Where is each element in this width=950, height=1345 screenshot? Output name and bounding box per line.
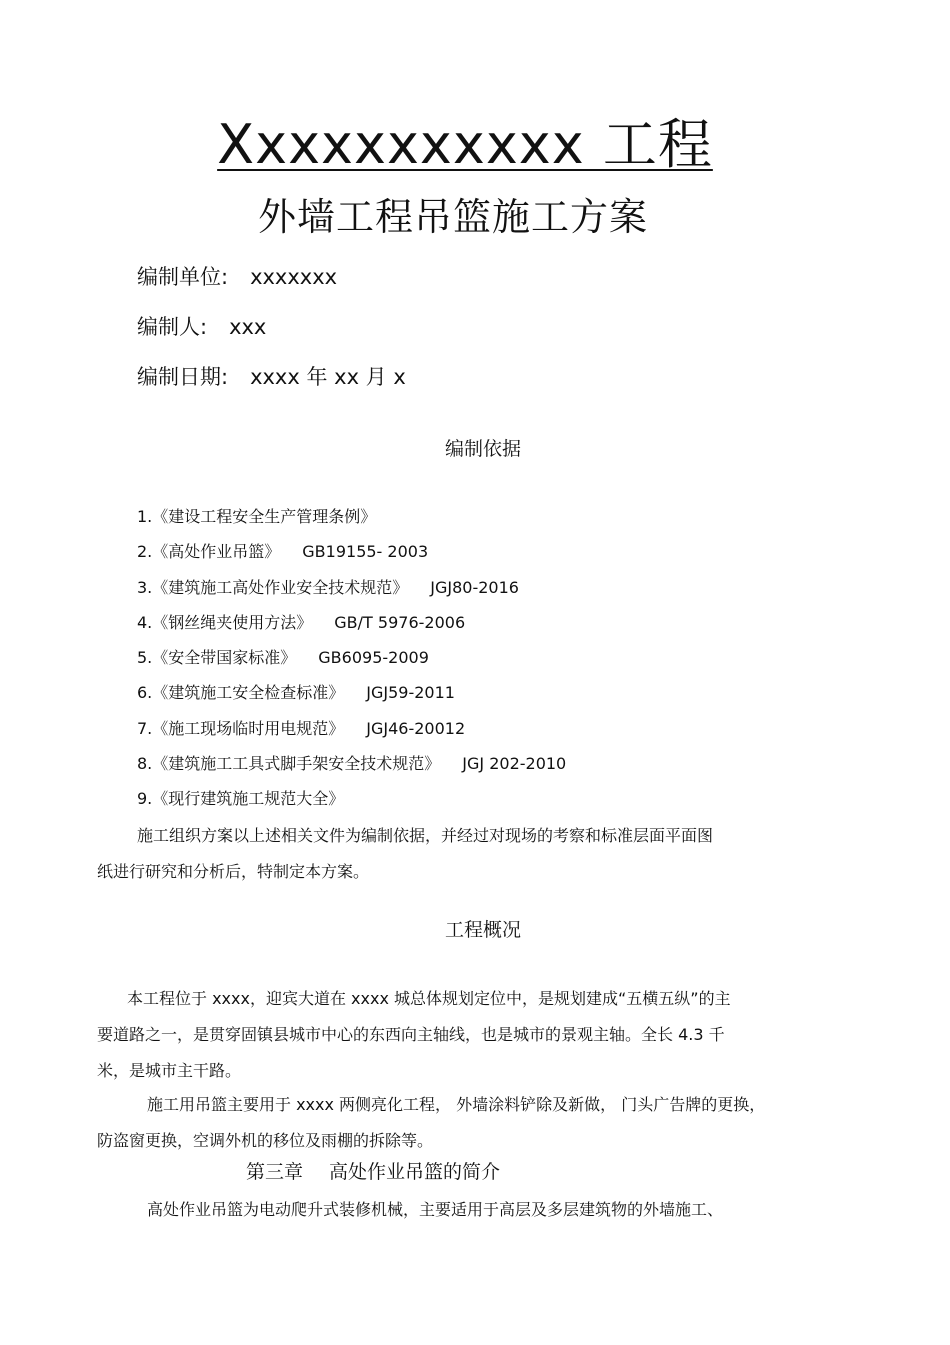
overview-paragraph-1 bbox=[97, 981, 842, 1089]
basis-item-title: 3.《建筑施工高处作业安全技术规范》 bbox=[137, 577, 409, 597]
basis-item bbox=[137, 716, 566, 751]
basis-item-title: 7.《施工现场临时用电规范》 bbox=[137, 718, 345, 738]
basis-item bbox=[137, 751, 566, 786]
basis-list bbox=[137, 504, 566, 822]
meta-author-label: 编制人: bbox=[137, 315, 208, 339]
basis-item bbox=[137, 539, 566, 574]
basis-item-title: 9.《现行建筑施工规范大全》 bbox=[137, 789, 345, 809]
chapter-3-paragraph bbox=[147, 1192, 887, 1228]
chapter-number: 第三章 bbox=[246, 1161, 304, 1183]
meta-unit bbox=[137, 262, 337, 292]
meta-unit-label: 编制单位: bbox=[137, 265, 229, 289]
overview-line: 要道路之一，是贯穿固镇县城市中心的东西向主轴线，也是城市的景观主轴。全长 4.3 千 bbox=[97, 1025, 725, 1044]
chapter-3-line: 高处作业吊篮为电动爬升式装修机械，主要适用于高层及多层建筑物的外墙施工、 bbox=[147, 1200, 724, 1219]
basis-item bbox=[137, 504, 566, 539]
basis-item-title: 4.《钢丝绳夹使用方法》 bbox=[137, 612, 313, 632]
basis-item-title: 2.《高处作业吊篮》 bbox=[137, 542, 281, 562]
chapter-title: 高处作业吊篮的简介 bbox=[329, 1161, 501, 1183]
overview-line: 防盗窗更换，空调外机的移位及雨棚的拆除等。 bbox=[97, 1131, 434, 1150]
basis-heading: 编制依据 bbox=[444, 438, 521, 460]
basis-item-code: JGJ80-2016 bbox=[430, 577, 519, 597]
basis-summary bbox=[97, 818, 837, 890]
basis-item bbox=[137, 786, 566, 821]
basis-item bbox=[137, 575, 566, 610]
basis-summary-line: 施工组织方案以上述相关文件为编制依据，并经过对现场的考察和标准层面平面图 bbox=[137, 826, 714, 845]
basis-summary-line: 纸进行研究和分析后，特制定本方案。 bbox=[97, 862, 370, 881]
overview-line: 施工用吊篮主要用于 xxxx 两侧亮化工程， 外墙涂料铲除及新做， 门头广告牌的更换， bbox=[147, 1095, 766, 1114]
overview-line: 米，是城市主干路。 bbox=[97, 1061, 242, 1080]
basis-item bbox=[137, 680, 566, 715]
project-title bbox=[0, 112, 930, 178]
meta-date-label: 编制日期: bbox=[137, 365, 229, 389]
basis-item-code: GB19155- 2003 bbox=[302, 542, 429, 562]
project-title-text: Xxxxxxxxxxx 工程 bbox=[217, 113, 713, 176]
meta-author bbox=[137, 312, 266, 342]
overview-heading: 工程概况 bbox=[444, 919, 521, 941]
basis-item-code: JGJ59-2011 bbox=[366, 683, 455, 703]
plan-title: 外墙工程吊篮施工方案 bbox=[257, 195, 648, 239]
basis-item-code: GB6095-2009 bbox=[318, 648, 429, 668]
basis-item-title: 6.《建筑施工安全检查标准》 bbox=[137, 683, 345, 703]
meta-author-value: xxx bbox=[229, 315, 267, 339]
basis-item bbox=[137, 645, 566, 680]
meta-date-value: xxxx 年 xx 月 x bbox=[250, 365, 406, 389]
basis-item-title: 1.《建设工程安全生产管理条例》 bbox=[137, 507, 377, 526]
meta-unit-value: xxxxxxx bbox=[250, 265, 338, 289]
basis-item bbox=[137, 610, 566, 645]
meta-date bbox=[137, 362, 406, 392]
basis-item-title: 5.《安全带国家标准》 bbox=[137, 648, 297, 668]
overview-paragraph-2 bbox=[97, 1087, 842, 1159]
basis-item-code: JGJ 202-2010 bbox=[462, 754, 567, 774]
basis-item-code: JGJ46-20012 bbox=[366, 718, 466, 738]
chapter-3-heading bbox=[246, 1157, 500, 1187]
overview-line: 本工程位于 xxxx，迎宾大道在 xxxx 城总体规划定位中，是规划建成“五横五纵”的主 bbox=[127, 989, 731, 1008]
basis-item-code: GB/T 5976-2006 bbox=[334, 612, 466, 632]
basis-item-title: 8.《建筑施工工具式脚手架安全技术规范》 bbox=[137, 754, 441, 774]
